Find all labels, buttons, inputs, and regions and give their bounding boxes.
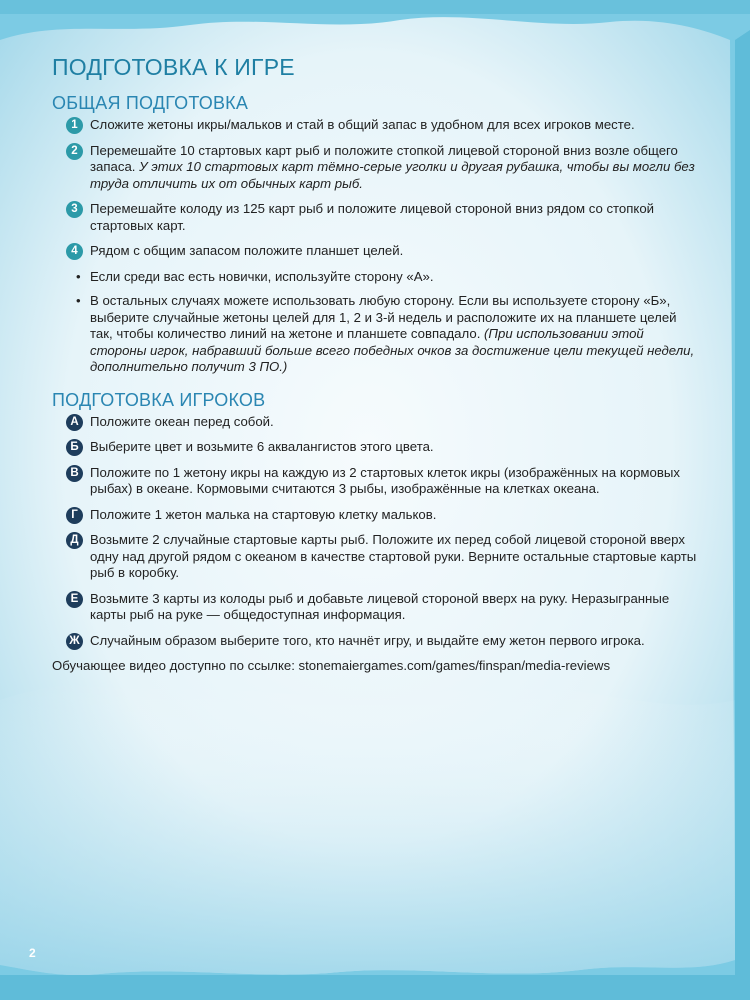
- step-letter-badge: В: [66, 465, 83, 482]
- page-number: 2: [29, 946, 36, 960]
- step-text: Рядом с общим запасом положите планшет целей.: [90, 243, 404, 258]
- bullet-dot-icon: •: [76, 293, 81, 308]
- player-step-v: [52, 465, 702, 498]
- bullet-item: [52, 293, 702, 376]
- step-text: Сложите жетоны икры/мальков и стай в общий запас в удобном для всех игроков месте.: [90, 117, 635, 132]
- bullet-italic-note: (При использовании этой стороны игрок, набравший больше всего победных очков за достижение цели текущей недели, дополнительно получит 3 ПО.): [90, 326, 695, 374]
- general-step-4: [52, 243, 702, 260]
- step-number-badge: 3: [66, 201, 83, 218]
- step-text: Возьмите 2 случайные стартовые карты рыб. Положите их перед собой лицевой стороной вверх одну над другой рядом с океаном в качестве стартовой руки. Верните остальные стартовые карты рыб в коробку.: [90, 532, 697, 580]
- step-number-badge: 1: [66, 117, 83, 134]
- step-number-badge: 4: [66, 243, 83, 260]
- step-letter-badge: Е: [66, 591, 83, 608]
- step-letter-badge: Г: [66, 507, 83, 524]
- player-step-g: [52, 507, 702, 524]
- step-italic-note: У этих 10 стартовых карт тёмно-серые уголки и другая рубашка, чтобы вы могли без труда отличить их от обычных карт рыб.: [90, 159, 695, 191]
- bullet-text: В остальных случаях можете использовать любую сторону. Если вы используете сторону «Б», выберите случайные жетоны целей для 1, 2 и 3-й недель и расположите их на планшете целей так, чтобы количество линий на жетоне и планшете совпадало.: [90, 293, 677, 341]
- step-text: Перемешайте колоду из 125 карт рыб и положите лицевой стороной вниз рядом со стопкой стартовых карт.: [90, 201, 655, 233]
- page-title: ПОДГОТОВКА К ИГРЕ: [52, 54, 295, 80]
- step-letter-badge: Б: [66, 439, 83, 456]
- player-step-b: [52, 439, 702, 456]
- section-heading-general: ОБЩАЯ ПОДГОТОВКА: [52, 93, 249, 113]
- general-step-2: [52, 143, 702, 193]
- page-content: [52, 54, 702, 675]
- player-step-d: [52, 532, 702, 582]
- step-text: Возьмите 3 карты из колоды рыб и добавьте лицевой стороной вверх на руку. Неразыгранные карты рыб на руке — общедоступная информация.: [90, 590, 670, 622]
- bullet-item: [52, 269, 702, 286]
- step-text: Положите океан перед собой.: [90, 413, 274, 429]
- step-number-badge: 2: [66, 143, 83, 160]
- player-step-zh: [52, 633, 702, 650]
- step-text: Перемешайте 10 стартовых карт рыб и положите стопкой лицевой стороной вниз возле общего запаса.: [90, 142, 678, 174]
- player-step-e: [52, 591, 702, 624]
- bullet-dot-icon: •: [76, 268, 81, 284]
- step-letter-badge: А: [66, 414, 83, 431]
- step-text: Случайным образом выберите того, кто начнёт игру, и выдайте ему жетон первого игрока.: [90, 632, 645, 648]
- player-step-a: [52, 414, 702, 431]
- general-step-1: [52, 117, 702, 134]
- step-text: Выберите цвет и возьмите 6 аквалангистов этого цвета.: [90, 439, 434, 454]
- section-heading-players: ПОДГОТОВКА ИГРОКОВ: [52, 389, 266, 410]
- step-text: Положите 1 жетон малька на стартовую клетку мальков.: [90, 506, 437, 522]
- step-letter-badge: Д: [66, 532, 83, 549]
- step-letter-badge: Ж: [66, 633, 83, 650]
- bullet-text: Если среди вас есть новички, используйте сторону «А».: [90, 268, 434, 284]
- general-step-3: [52, 201, 702, 234]
- video-note: Обучающее видео доступно по ссылке: stonemaiergames.com/games/finspan/media-reviews: [52, 658, 611, 673]
- step-text: Положите по 1 жетону икры на каждую из 2 стартовых клеток икры (изображённых на кормовых рыбах) в океане. Кормовыми считаются 3 рыбы, изображённые на клетках океана.: [90, 464, 680, 496]
